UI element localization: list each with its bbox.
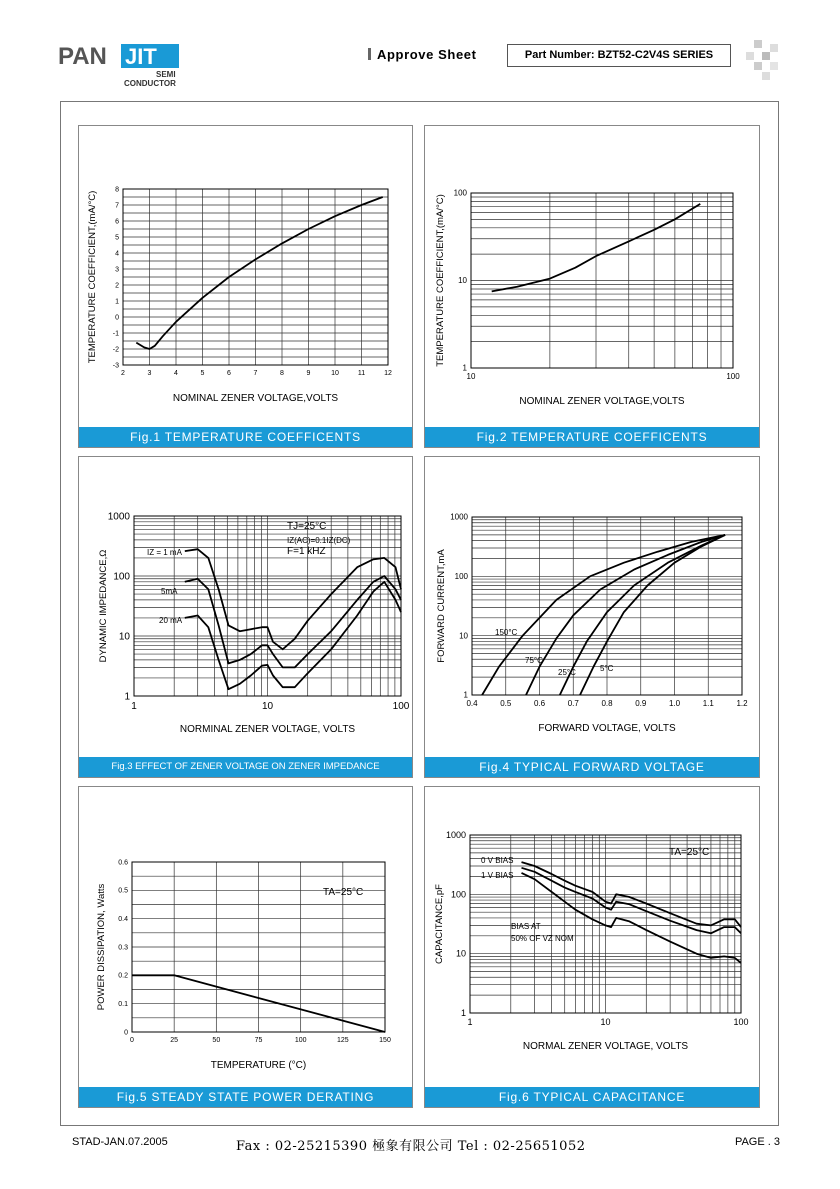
fig6-xtick-label: 1 bbox=[467, 1017, 473, 1027]
caption-fig5: Fig.5 STEADY STATE POWER DERATING bbox=[79, 1087, 412, 1107]
fig1-ytick-label: 2 bbox=[115, 282, 119, 290]
fig6-ytick-label: 100 bbox=[450, 889, 466, 900]
fig5-xtick-label: 125 bbox=[336, 1037, 349, 1044]
fig3-ytick-label: 1 bbox=[124, 691, 130, 703]
fig3-series-label-3: 20 mA bbox=[159, 616, 183, 625]
fig6-ytick-label: 1 bbox=[460, 1008, 466, 1018]
approve-sheet-title: Approve Sheet bbox=[368, 47, 477, 62]
fig1-xtick-label: 6 bbox=[227, 370, 231, 377]
fig2-ytick-label: 100 bbox=[453, 188, 467, 198]
fig4-series-label-3: 25°C bbox=[558, 668, 576, 677]
fig4-xtick-label: 0.9 bbox=[635, 699, 647, 708]
fig4-xtick-label: 0.8 bbox=[601, 699, 613, 708]
fig1-xtick-label: 10 bbox=[331, 370, 339, 377]
caption-fig1: Fig.1 TEMPERATURE COEFFICENTS bbox=[79, 427, 412, 447]
caption-fig4: Fig.4 TYPICAL FORWARD VOLTAGE bbox=[425, 757, 759, 777]
fig5-ytick-label: 0.2 bbox=[118, 972, 128, 980]
part-number-box: Part Number: BZT52-C2V4S SERIES bbox=[507, 44, 731, 67]
fig6-ytick-label: 10 bbox=[455, 948, 466, 959]
fig6-xtick-label: 10 bbox=[600, 1017, 611, 1027]
fig1-xtick-label: 4 bbox=[174, 370, 178, 377]
fig1-xtick-label: 3 bbox=[147, 370, 152, 377]
logo-semi: SEMI bbox=[156, 70, 176, 79]
fig4-ytick-label: 10 bbox=[459, 631, 468, 641]
fig1-xtick-label: 9 bbox=[306, 370, 311, 377]
fig1-ytick-label: 8 bbox=[115, 186, 119, 194]
fig3-annotation-3: F=1 kHZ bbox=[287, 546, 326, 557]
fig5-ytick-label: 0 bbox=[124, 1029, 128, 1037]
fig1-ytick-label: -3 bbox=[112, 362, 119, 370]
fig1-series-line-1 bbox=[136, 197, 382, 349]
fig1-ytick-label: 4 bbox=[115, 250, 119, 258]
fig1-ytick-label: 5 bbox=[115, 234, 119, 242]
fig1-xtick-label: 5 bbox=[200, 370, 205, 377]
fig3-xtick-label: 100 bbox=[392, 701, 410, 712]
fig2-ylabel: TEMPERATURE COEFFICIENT,(mA/°C) bbox=[435, 194, 446, 367]
fig5-ytick-label: 0.4 bbox=[118, 916, 128, 923]
fig4-series-label-4: 5°C bbox=[600, 664, 614, 673]
fig5-ytick-label: 0.3 bbox=[118, 944, 128, 952]
fig4-xtick-label: 0.5 bbox=[500, 699, 512, 708]
fig1-ytick-label: -2 bbox=[112, 346, 119, 354]
fig3-ylabel: DYNAMIC IMPEDANCE,Ω bbox=[98, 549, 109, 663]
chart-fig1 bbox=[79, 126, 412, 426]
fig6-xlabel: NORMAL ZENER VOLTAGE, VOLTS bbox=[522, 1041, 689, 1052]
caption-fig2: Fig.2 TEMPERATURE COEFFICENTS bbox=[425, 427, 759, 447]
caption-fig3: Fig.3 EFFECT OF ZENER VOLTAGE ON ZENER IMPEDANCE bbox=[79, 757, 412, 777]
fig6-annotation-1: TA=25°C bbox=[669, 847, 710, 858]
fig6-annotation-2: BIAS AT bbox=[511, 922, 541, 931]
chart-fig3 bbox=[79, 457, 412, 757]
fig3-ytick-label: 1000 bbox=[107, 511, 130, 523]
fig2-ytick-label: 10 bbox=[458, 276, 467, 286]
fig5-ytick-label: 0.1 bbox=[118, 1001, 128, 1008]
fig3-xtick-label: 1 bbox=[131, 701, 137, 712]
fig6-annotation-3: 50% OF VZ NOM bbox=[511, 934, 574, 943]
fig5-ylabel: POWER DISSIPATION, Watts bbox=[96, 883, 107, 1011]
fig4-series-label-2: 75°C bbox=[525, 656, 543, 665]
fig1-xtick-label: 12 bbox=[384, 370, 392, 377]
fig5-xlabel: TEMPERATURE (°C) bbox=[210, 1060, 307, 1071]
chart-fig4 bbox=[425, 457, 759, 757]
fig3-annotation-1: TJ=25°C bbox=[287, 521, 327, 532]
fig3-series-line-3 bbox=[185, 582, 401, 689]
fig5-xtick-label: 25 bbox=[170, 1037, 179, 1044]
fig1-xtick-label: 2 bbox=[121, 370, 125, 377]
fig1-xtick-label: 8 bbox=[280, 370, 284, 377]
fig4-series-line-3 bbox=[560, 535, 725, 695]
fig6-ytick-label: 1000 bbox=[445, 830, 466, 840]
logo-conductor: CONDUCTOR bbox=[124, 79, 176, 88]
footer-date: STAD-JAN.07.2005 bbox=[72, 1136, 168, 1148]
panjit-logo bbox=[58, 40, 188, 90]
fig3-xlabel: NORMINAL ZENER VOLTAGE, VOLTS bbox=[179, 724, 356, 735]
fig4-xlabel: FORWARD VOLTAGE, VOLTS bbox=[538, 723, 676, 734]
fig5-xtick-label: 75 bbox=[254, 1037, 263, 1044]
fig3-series-label-1: IZ = 1 mA bbox=[147, 548, 182, 557]
fig5-xtick-label: 100 bbox=[294, 1037, 307, 1044]
fig1-ylabel: TEMPERATURE COEFFICIENT,(mA/°C) bbox=[87, 190, 98, 364]
fig3-series-label-2: 5mA bbox=[161, 587, 178, 596]
fig6-series-line-2 bbox=[522, 868, 742, 934]
panel-fig3 bbox=[78, 456, 413, 778]
fig3-annotation-2: IZ(AC)=0.1IZ(DC) bbox=[287, 536, 351, 545]
fig3-ytick-label: 10 bbox=[118, 631, 130, 643]
logo-jit: JIT bbox=[125, 44, 157, 69]
fig5-ytick-label: 0.5 bbox=[118, 887, 128, 895]
fig1-ytick-label: 0 bbox=[115, 314, 119, 322]
fig1-ytick-label: 3 bbox=[115, 266, 119, 274]
fig1-ytick-label: -1 bbox=[112, 330, 119, 338]
fig4-ytick-label: 100 bbox=[454, 572, 468, 581]
fig4-xtick-label: 0.4 bbox=[466, 699, 478, 708]
fig5-xtick-label: 50 bbox=[212, 1037, 221, 1044]
fig1-ytick-label: 7 bbox=[115, 202, 119, 210]
fig4-ytick-label: 1 bbox=[463, 690, 468, 700]
footer-contact: Fax : 02-25215390 極象有限公司 Tel : 02-25651052 bbox=[236, 1139, 586, 1154]
fig4-xtick-label: 0.7 bbox=[567, 699, 579, 708]
fig1-ytick-label: 6 bbox=[115, 218, 119, 226]
panel-fig4 bbox=[424, 456, 760, 778]
panel-fig1 bbox=[78, 125, 413, 448]
chart-fig6 bbox=[425, 787, 759, 1087]
logo-pan: PAN bbox=[58, 43, 107, 70]
caption-fig6: Fig.6 TYPICAL CAPACITANCE bbox=[425, 1087, 759, 1107]
fig5-ytick-label: 0.6 bbox=[118, 859, 128, 867]
fig3-xtick-label: 10 bbox=[261, 701, 274, 712]
fig1-xlabel: NOMINAL ZENER VOLTAGE,VOLTS bbox=[172, 393, 339, 404]
fig4-xtick-label: 1.1 bbox=[702, 699, 714, 708]
fig4-ytick-label: 1000 bbox=[450, 512, 468, 522]
fig6-xtick-label: 100 bbox=[733, 1017, 749, 1027]
fig2-xtick-label: 100 bbox=[726, 372, 740, 381]
fig2-xlabel: NOMINAL ZENER VOLTAGE,VOLTS bbox=[519, 396, 685, 407]
fig3-ytick-label: 100 bbox=[113, 571, 130, 583]
checker-decoration-icon bbox=[742, 40, 782, 80]
fig1-ytick-label: 1 bbox=[115, 298, 119, 306]
fig4-xtick-label: 0.6 bbox=[533, 699, 546, 708]
fig2-ytick-label: 1 bbox=[462, 363, 467, 373]
fig4-xtick-label: 1.2 bbox=[736, 699, 748, 708]
chart-fig2 bbox=[425, 126, 759, 426]
fig1-xtick-label: 11 bbox=[357, 370, 366, 377]
panel-fig2 bbox=[424, 125, 760, 448]
fig6-series-label-2: 1 V BIAS bbox=[481, 871, 514, 880]
panel-fig5 bbox=[78, 786, 413, 1108]
panel-fig6 bbox=[424, 786, 760, 1108]
chart-fig5 bbox=[79, 787, 412, 1087]
fig5-annotation-1: TA=25°C bbox=[323, 887, 364, 898]
fig6-ylabel: CAPACITANCE,pF bbox=[434, 884, 445, 964]
fig5-xtick-label: 150 bbox=[379, 1037, 391, 1044]
fig1-xtick-label: 7 bbox=[253, 370, 258, 377]
footer-page-number: PAGE . 3 bbox=[734, 1136, 780, 1148]
fig2-xtick-label: 10 bbox=[466, 372, 476, 381]
fig4-series-label-1: 150°C bbox=[495, 628, 518, 637]
fig4-series-line-2 bbox=[526, 535, 725, 695]
fig6-series-label-1: 0 V BIAS bbox=[481, 856, 514, 865]
fig4-ylabel: FORWARD CURRENT,mA bbox=[436, 549, 447, 663]
fig5-xtick-label: 0 bbox=[130, 1037, 134, 1044]
fig4-xtick-label: 1.0 bbox=[668, 699, 681, 708]
